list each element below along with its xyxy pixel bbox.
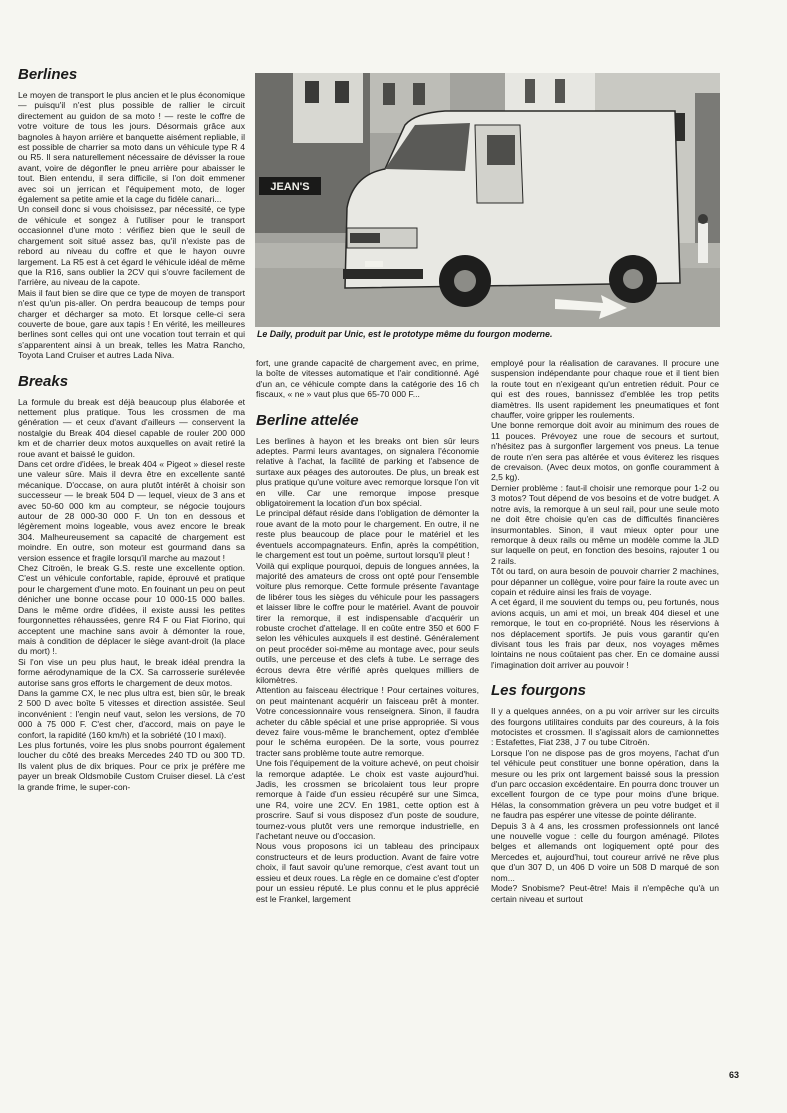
- paragraph: Dans la gamme CX, le nec plus ultra est, bien sûr, le break 2 500 D avec boîte 5 vitesses et direction assistée. Seul inconvénient : l'engin neuf vaut, selon les versions, de 70 000 à 75 000 F. C'est cher, d'accord, mais on paye le confort, la rapidité (160 km/h) et la sobriété (10 l maxi).: [18, 687, 245, 740]
- paragraph: Une fois l'équipement de la voiture achevé, on peut choisir la remorque adaptée. Le choix est vaste aujourd'hui. Jadis, les crossmen se bricolaient tous leur propre remorque à l'aide d'un essieu récupéré sur une Simca, une R4, voire une 2CV. En 1981, cette option est à proscrire. Sauf si vous disposez d'un poste de soudure, tournez-vous plutôt vers une remorque industrielle, en l'achetant neuve ou d'occasion.: [256, 758, 479, 842]
- paragraph: employé pour la réalisation de caravanes. Il procure une suspension indépendante pour chaque roue et il tient bien la route tout en n'exigeant qu'un entretien réduit. Pour ce qui est des roues, bannissez d'emblée les trop petits diamètres. Ils usent rapidement les pneumatiques et font chauffer, voire gripper les roulements.: [491, 358, 719, 421]
- column-left: [18, 66, 245, 792]
- paragraph: Nous vous proposons ici un tableau des principaux constructeurs et de leurs production. Avant de faire votre choix, il faut savoir qu'une remorque, c'est avant tout un essieu et deux roues. La règle en ce domaine c'est d'opter pour un essieu réputé. Le plus connu et le plus apprécié est le Frankel, largement: [256, 841, 479, 904]
- paragraph: A cet égard, il me souvient du temps ou, peu fortunés, nous avions acquis, un ami et moi, un break 404 diesel et une remorque, le tout en co-propriété. Nous les réservions à nos déplacement sportifs. Je puis vous garantir qu'en divisant tous les frais par deux, nos voyages mêmes lointains ne nous coûtaient pas cher. En ce domaine aussi l'imagination doit arriver au pouvoir !: [491, 597, 719, 670]
- van-photo: [255, 73, 720, 327]
- paragraph: Le moyen de transport le plus ancien et le plus économique — puisqu'il n'est plus possible de rallier le circuit directement au guidon de sa moto ! — reste le coffre de votre voiture de tous les jours. Désormais grâce aux bagnoles à hayon arrière et banquette aisément repliable, il est possible de charrier sa moto dans un véhicule type R 4 ou R5. Il sera naturellement nécessaire de dévisser la roue avant, voire de dégonfler le pneu arrière pour abaisser le tout. Bien entendu, il sera difficile, si l'on doit emmener avec soi un jerrican et l'équipement moto, de loger également sa petite amie et la cage du fidèle canari...: [18, 90, 245, 205]
- page-number: 63: [729, 1070, 740, 1080]
- paragraph: Il y a quelques années, on a pu voir arriver sur les circuits des fourgons utilitaires conduits par des coureurs, à la fois motocistes et crossmen. Il s'agissait alors de camionnettes : Estafettes, Fiat 238, J 7 ou tube Citroën.: [491, 706, 719, 748]
- photo-caption: Le Daily, produit par Unic, est le prototype même du fourgon moderne.: [257, 329, 553, 339]
- paragraph: Si l'on vise un peu plus haut, le break idéal prendra la forme aérodynamique de la CX. Sa carrosserie surélevée autorise sans gros efforts le chargement de deux motos.: [18, 656, 245, 688]
- heading-les-fourgons: Les fourgons: [491, 682, 587, 700]
- paragraph: La formule du break est déjà beaucoup plus élaborée et nettement plus pratique. Tous les crossmen de ma génération — et ceux d'avant d'ailleurs — conservent la nostalgie du Break 404 diesel capable de rouler 200 000 km et de charrier deux motos auxquelles on avait retiré la roue avant et baissé le guidon.: [18, 396, 245, 459]
- shop-sign: JEAN'S: [270, 181, 310, 193]
- paragraph: Chez Citroën, le break G.S. reste une excellente option. C'est un véhicule confortable, rapide, éprouvé et pratique pour le chargement d'une moto. En fouinant un peu on peut dénicher une bonne occase pour 10 000-15 000 balles. Dans le même ordre d'idées, il existe aussi les petites fourgonnettes réhaussées, genre R4 F ou Fiat Fiorino, qui acceptent une machine sans avoir à démonter la roue, mais à condition de déplacer le siège avant-droit (la place du mort) !.: [18, 563, 245, 657]
- paragraph: Les plus fortunés, voire les plus snobs pourront également loucher du côté des breaks Mercedes 240 TD ou 300 TD. Ils valent plus de dix briques. Pour ce prix je préfère me payer un break Oldsmobile Custom Cruiser diesel. Là c'est la grande frime, le super-con-: [18, 739, 245, 792]
- heading-berlines: Berlines: [18, 66, 78, 83]
- paragraph: Mais il faut bien se dire que ce type de moyen de transport n'est qu'un pis-aller. On perdra beaucoup de temps pour charger et décharger sa moto. Et lorsque celle-ci sera couverte de boue, gare aux tapis ! En vérité, les meilleures berlines sont celles qui ont une vocation tout terrain et qui s'apparentent ainsi à un break, telles les Matra Rancho, Toyota Land Cruiser et autres Lada Niva.: [18, 287, 245, 361]
- paragraph: Voilà qui explique pourquoi, depuis de longues années, la majorité des amateurs de cross ont opté pour l'ensemble voiture plus remorque. Cette formule présente l'avantage de libérer tous les sièges du véhicule pour les passagers et laisser libre le coffre pour le matériel. Avant de pouvoir tirer la remorque, il est indispensable d'acquérir un robuste crochet d'attelage. Il en coûte entre 350 et 600 F selon les véhicules auxquels il est destiné. Généralement on peut procéder soi-même au montage avec, pour seuls outils, une perceuse et des clefs à tube. Le serrage des écrous devra être vérifié après quelques milliers de kilomètres.: [256, 560, 479, 685]
- column-right: [491, 358, 719, 904]
- paragraph: Tôt ou tard, on aura besoin de pouvoir charrier 2 machines, pour dépanner un collègue, voire pour faire la route avec un copain et réduire ainsi les frais de voyage.: [491, 566, 719, 597]
- paragraph: Attention au faisceau électrique ! Pour certaines voitures, on peut maintenant acquérir un faisceau prêt à monter. Votre concessionnaire vous renseignera. Sinon, il faudra acheter du câble spécial et une prise appropriée. Si vous devez faire vous-même le branchement, optez d'emblée pour le schéma européen. De la sorte, vous pourrez tracter sans problème toute autre remorque.: [256, 685, 479, 758]
- paragraph: Mode? Snobisme? Peut-être! Mais il n'empêche qu'à un certain niveau et surtout: [491, 883, 719, 904]
- paragraph: Un conseil donc si vous choisissez, par nécessité, ce type de véhicule et songez à l'utiliser pour le transport occasionnel d'une moto : vérifiez bien que le seuil de chargement soit situé assez bas, qu'il n'existe pas de rebord au niveau du coffre et que le hayon ouvre largement. La R5 est à cet égard le véhicule idéal de même que la R16, sans oublier la 2CV qui s'ouvre facilement de l'arrière, au niveau de la capote.: [18, 204, 245, 288]
- paragraph: Une bonne remorque doit avoir au minimum des roues de 11 pouces. Prévoyez une roue de secours et surtout, n'hésitez pas à surgonfler largement vos pneus. La tenue de route n'en sera pas altérée et vous éviterez les risques de crevaison. (Avec deux motos, on gonfle couramment à 2,5 kg).: [491, 420, 719, 483]
- paragraph: Les berlines à hayon et les breaks ont bien sûr leurs adeptes. Parmi leurs avantages, on signalera l'économie relative à l'achat, la facilité de parking et l'absence de surtaxe aux péages des autoroutes. De plus, un break est plus pratique qu'une voiture avec remorque lorsque l'on vit en ville. Car une remorque impose presque obligatoirement la location d'un box spécial.: [256, 435, 479, 509]
- paragraph: Dans cet ordre d'idées, le break 404 « Pigeot » diesel reste une valeur sûre. Mais il devra être en excellente santé mécanique. D'occase, on aura plutôt intérêt à choisir son successeur — le break 504 D — lequel, vieux de 3 ans et avec 50-60 000 km au compteur, se négocie toujours autour de 28 000-30 000 F. Un ton en dessous et légèrement moins logeable, vous avez encore le break 304. Malheureusement sa capacité de chargement est moindre. En outre, son moteur est gourmand dans sa version essence et fragile lorsqu'il marche au mazout !: [18, 459, 245, 563]
- column-middle: [256, 358, 479, 904]
- paragraph: Le principal défaut réside dans l'obligation de démonter la roue avant de la moto pour le chargement. En outre, il ne reste plus beaucoup de place pour le matériel et les éventuels accompagnateurs. Enfin, après la compétition, le chargement est tout un poème, surtout lorsqu'il pleut !: [256, 508, 479, 561]
- heading-berline-attelee: Berline attelée: [256, 411, 359, 429]
- paragraph: Depuis 3 à 4 ans, les crossmen professionnels ont lancé une nouvelle vogue : celle du fourgon aménagé. Pilotes belges et allemands ont logiquement opté pour des Mercedes et, aujourd'hui, tout coureur arrivé ne rêve plus que d'un 307 D, un 406 D voire un 508 D marqué de son nom...: [491, 820, 719, 883]
- heading-breaks: Breaks: [18, 372, 69, 390]
- paragraph: Dernier problème : faut-il choisir une remorque pour 1-2 ou 3 motos? Tout dépend de vos besoins et de votre budget. A notre avis, la remorque à un seul rail, pour une seule moto ne doit être choisie qu'en cas de difficultés financières insurmontables. Sinon, il vaut mieux opter pour une remorque à deux rails ou même un modèle comme la JLD sur laquelle on peut, en fonction des besoins, rajouter 1 ou 2 rails.: [491, 482, 719, 566]
- paragraph: Lorsque l'on ne dispose pas de gros moyens, l'achat d'un tel véhicule peut constituer une bonne opération, dans la mesure ou les prix ont largement baissé sous la pression d'un parc occasion excédentaire. En pourra donc trouver un excellent fourgon de ce type pour moins d'une brique. Hélas, la consommation grèvera un peu votre budget et il ne faudra pas espérer une vitesse de pointe délirante.: [491, 747, 719, 821]
- paragraph: fort, une grande capacité de chargement avec, en prime, la boîte de vitesses automatique et l'air conditionné. Agé d'un an, ce véhicule compte dans la catégorie des 16 ch fiscaux, « ne » vaut plus que 65-70 000 F...: [256, 358, 479, 400]
- van-illustration: [255, 73, 720, 327]
